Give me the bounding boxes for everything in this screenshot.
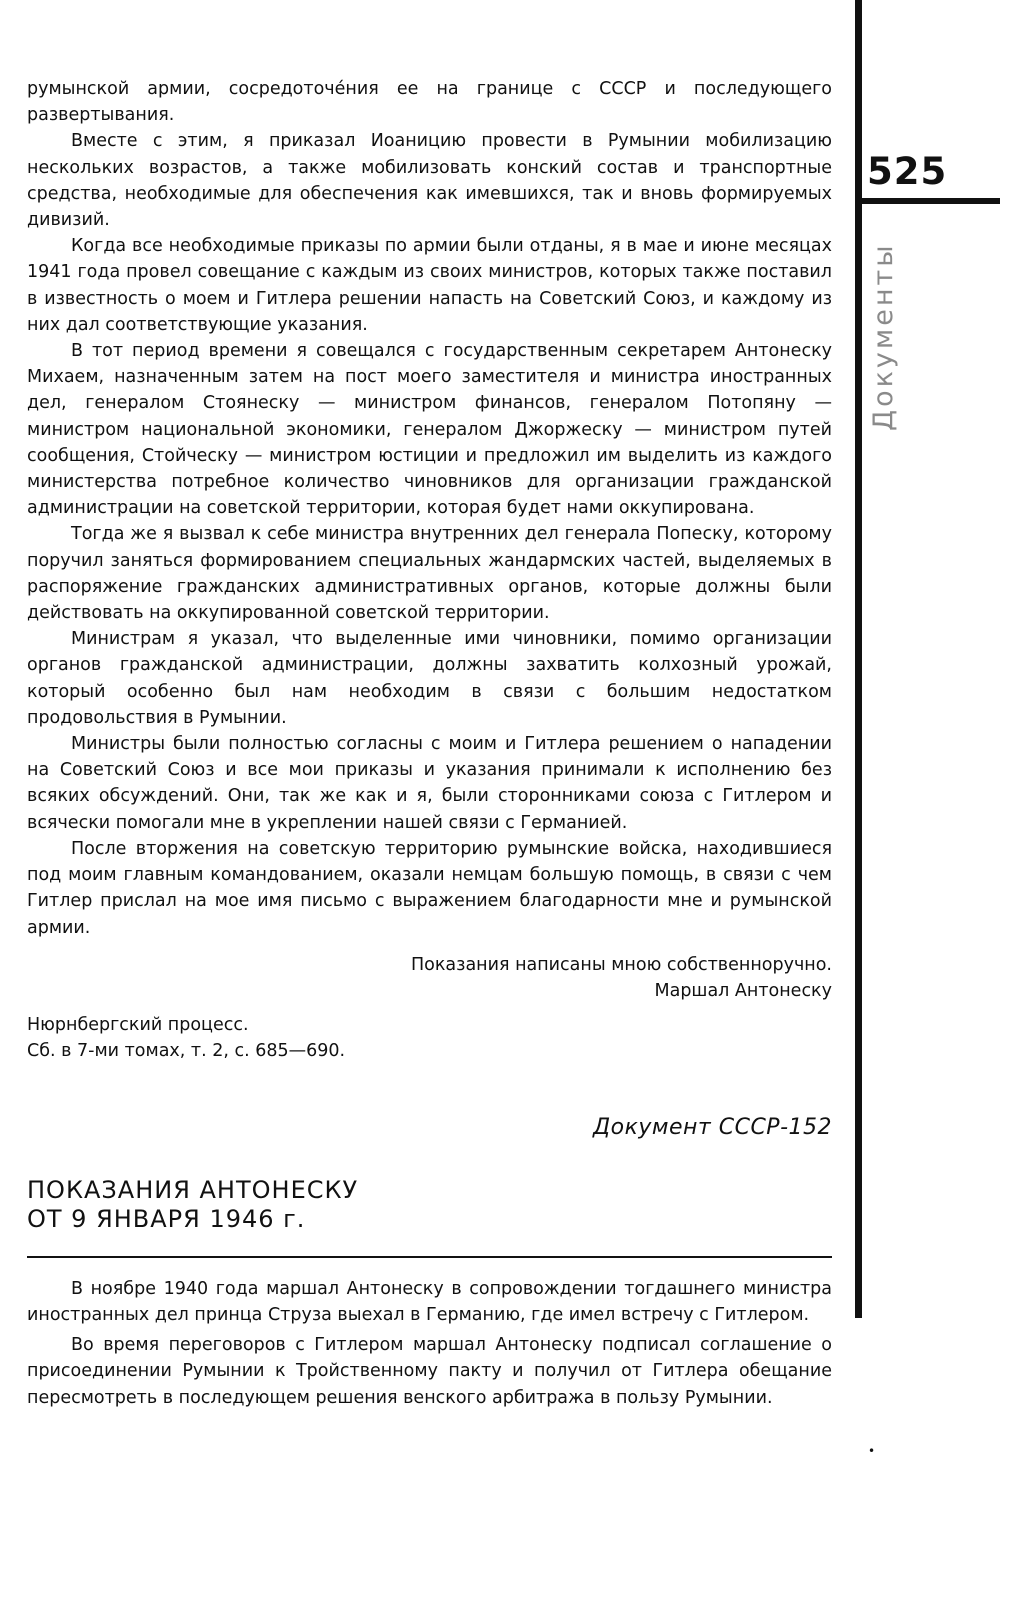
document-label: Документ СССР-152 bbox=[592, 1114, 832, 1140]
stray-ink-mark: • bbox=[868, 1444, 876, 1458]
signature-statement: Показания написаны мною собственноручно. bbox=[410, 954, 832, 975]
document-title-line: ОТ 9 ЯНВАРЯ 1946 г. bbox=[27, 1204, 306, 1233]
title-divider bbox=[27, 1256, 832, 1258]
main-text-column bbox=[27, 76, 832, 1411]
section-label: Документы bbox=[868, 242, 899, 432]
paragraph: Министрам я указал, что выделенные ими чиновники, помимо организации органов гражданской администрации, должны захватить колхозный урожай, который особенно был нам необходим в связи с большим недостатком продовольствия в Румынии. bbox=[27, 629, 832, 728]
paragraph: Когда все необходимые приказы по армии были отданы, я в мае и июне месяцах 1941 года провел совещание с каждым из своих министров, которых также поставил в известность о моем и Гитлера решении напасть на Советский Союз, и каждому из них дал соответствующие указания. bbox=[27, 236, 832, 335]
signature-block bbox=[27, 952, 832, 1004]
part1-body bbox=[27, 76, 832, 941]
signature-name: Маршал Антонеску bbox=[654, 980, 832, 1001]
paragraph: румынской армии, сосредоточе́ния ее на границе с СССР и последующего развертывания. bbox=[27, 79, 832, 126]
page-number-rule bbox=[862, 198, 1000, 204]
paragraph: Тогда же я вызвал к себе министра внутренних дел генерала Попеску, которому поручил заняться формированием специальных жандармских частей, выделяемых в распоряжение гражданских административных органов, которые должны были действовать на оккупированной советской территории. bbox=[27, 524, 832, 624]
source-line: Нюрнбергский процесс. bbox=[27, 1015, 249, 1036]
paragraph: После вторжения на советскую территорию румынские войска, находившиеся под моим главным командованием, оказали немцам большую помощь, в связи с чем Гитлер прислал на мое имя письмо с выражением благодарности мне и румынской армии. bbox=[27, 838, 832, 938]
page-number: 525 bbox=[867, 150, 948, 193]
document-title bbox=[27, 1176, 832, 1234]
part2-body bbox=[27, 1276, 832, 1411]
paragraph: Вместе с этим, я приказал Иоаницию провести в Румынии мобилизацию нескольких возрастов, а также мобилизовать конский состав и транспортные средства, необходимые для обеспечения как имевшихся, так и вновь формируемых дивизий. bbox=[27, 131, 832, 231]
source-line: Сб. в 7-ми томах, т. 2, с. 685—690. bbox=[27, 1041, 346, 1062]
paragraph: Министры были полностью согласны с моим и Гитлера решением о нападении на Советский Союз и все мои приказы и указания принимали к исполнению без всяких обсуждений. Они, так же как и я, были сторонниками союза с Гитлером и всячески помогали мне в укреплении нашей связи с Германией. bbox=[27, 734, 832, 833]
paragraph: Во время переговоров с Гитлером маршал Антонеску подписал соглашение о присоединении Румынии к Тройственному пакту и получил от Гитлера обещание пересмотреть в последующем решения венского арбитража в пользу Румынии. bbox=[27, 1335, 832, 1408]
source-citation bbox=[27, 1012, 832, 1064]
paragraph: В ноябре 1940 года маршал Антонеску в сопровождении тогдашнего министра иностранных дел принца Струза выехал в Германию, где имел встречу с Гитлером. bbox=[27, 1278, 832, 1325]
paragraph: В тот период времени я совещался с государственным секретарем Антонеску Михаем, назначенным затем на пост моего заместителя и министра иностранных дел, генералом Стоянеску — министром финансов, генералом Потопяну — министром национальной экономики, генералом Джоржеску — министром путей сообщения, Стойческу — министром юстиции и предложил им выделить из каждого министерства потребное количество чиновников для организации гражданской администрации на советской территории, которая будет нами оккупирована. bbox=[27, 341, 832, 519]
margin-vertical-rule bbox=[855, 0, 862, 1318]
document-title-line: ПОКАЗАНИЯ АНТОНЕСКУ bbox=[27, 1175, 359, 1204]
